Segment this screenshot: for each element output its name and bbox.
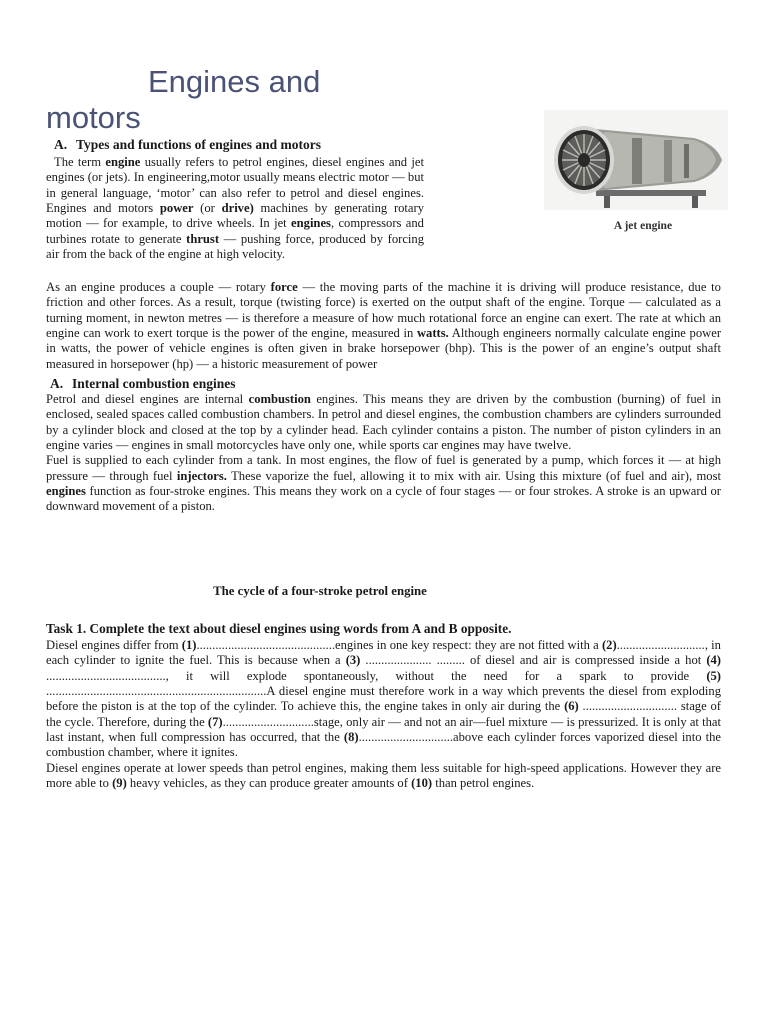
task-1: [46, 621, 721, 791]
page-title-line2: motors: [46, 100, 141, 135]
page-title: [46, 64, 320, 136]
section-a-continued: [46, 280, 721, 515]
jet-engine-figure: [544, 110, 728, 232]
section-b-marker: A.: [50, 376, 64, 392]
section-b-paragraph-1: Petrol and diesel engines are internal combustion engines. This means they are driven by the combustion (burning) of fuel in enclosed, sealed spaces called combustion chambers. In petrol and diesel engines, the combustion chambers are cylinders surrounded by a cylinder block and closed at the top by a cylinder head. Each cylinder contains a piston. The number of piston cylinders in an engine varies — engines in small motorcycles have only one, while sports car engines may have twelve.: [46, 392, 721, 453]
section-a-paragraph-2: As an engine produces a couple — rotary force — the moving parts of the machine it is driving will produce resistance, due to friction and other forces. As a result, torque (twisting force) is exerted on the output shaft of the engine. Torque — calculated as a turning moment, in newton metres — is therefore a measure of how much rotational force an engine can exert. The rate at which an engine can work to exert torque is the power of the engine, measured in watts. Although engineers normally calculate engine power in watts, the power of vehicle engines is often given in brake horsepower (bhp). This is the power of an engine’s output shaft measured in horsepower (hp) — a historic measurement of power: [46, 280, 722, 371]
section-a-heading: A. Types and functions of engines and motors: [54, 137, 322, 152]
section-a-marker: A.: [54, 137, 68, 152]
figure-caption: A jet engine: [613, 220, 673, 232]
section-types-functions: [46, 137, 424, 262]
cycle-title: The cycle of a four-stroke petrol engine: [213, 584, 427, 598]
jet-engine-icon: [544, 110, 728, 210]
task-heading: Task 1. Complete the text about diesel engines using words from A and B opposite.: [46, 621, 512, 636]
section-b-heading: A. Internal combustion engines: [50, 376, 236, 392]
jet-engine-image: [544, 110, 728, 210]
page-title-line1: Engines and: [148, 64, 321, 99]
task-paragraph-2: Diesel engines operate at lower speeds than petrol engines, making them less suitable for high-speed applications. However they are more able to (9) heavy vehicles, as they can produce greater amounts of (10) than petrol engines.: [46, 760, 721, 791]
section-a-paragraph-1: The term engine usually refers to petrol engines, diesel engines and jet engines (or jets). In engineering,motor usually means electric motor — but in general language, ‘motor’ can also refer to petrol and diesel engines. Engines and motors power (or drive) machines by generating rotary motion — for example, to drive wheels. In jet engines, compressors and turbines rotate to generate thrust — pushing force, produced by forcing air from the back of the engine at high velocity.: [46, 155, 425, 262]
task-paragraph-1: Diesel engines differ from (1)............................................engines in one key respect: they are not fitted with a (2)............................, in each cylinder to ignite the fuel. This is because when a (3) ..................... ......... of diesel and air is compressed inside a hot (4) ......................................, it will explode spontaneously, without the need for a spark to provide (5) ......................................................................A diesel engine must therefore work in a way which prevents the diesel from exploding before the piston is at the top of the cylinder. To achieve this, the engine takes in only air during the (6) .............................. stage of the cycle. Therefore, during the (7).............................stage, only air — and not an air—fuel mixture — is pressurized. It is only at that last instant, when full compression has occurred, that the (8)..............................above each cylinder forces vaporized diesel into the combustion chamber, where it ignites.: [46, 638, 721, 760]
section-b-paragraph-2: Fuel is supplied to each cylinder from a tank. In most engines, the flow of fuel is generated by a pump, which forces it — at high pressure — through fuel injectors. These vaporize the fuel, allowing it to mix with air. Using this mixture (of fuel and air), most engines function as four-stroke engines. This means they work on a cycle of four stages — or four strokes. A stroke is an upward or downward movement of a piston.: [46, 453, 721, 514]
